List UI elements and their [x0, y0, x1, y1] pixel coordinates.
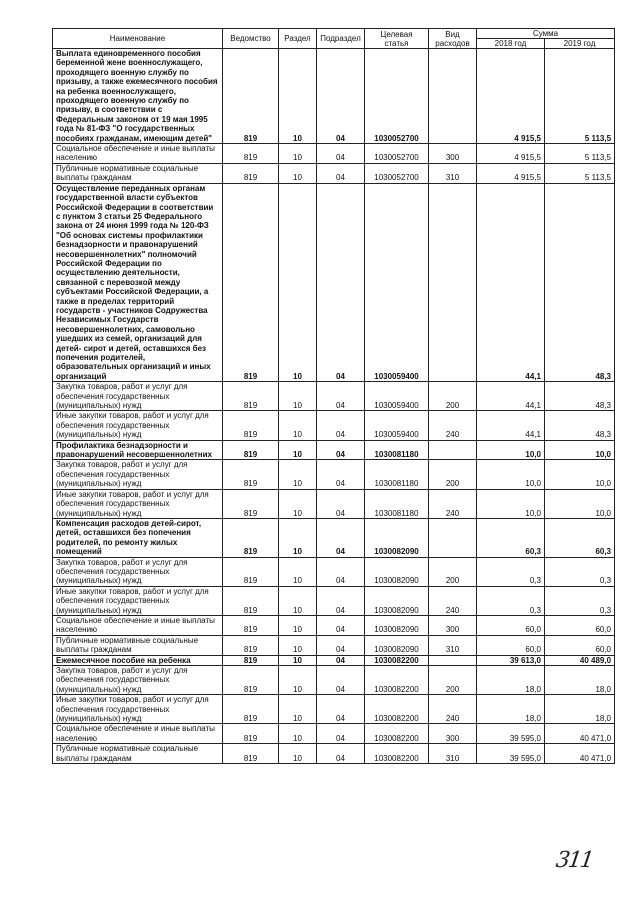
row-sum-2018: 60,3: [477, 518, 545, 557]
row-tselevaya-statya: 1030082090: [365, 615, 429, 635]
row-podrazdel: 04: [317, 440, 365, 460]
table-body: [53, 49, 615, 764]
row-vid-rashodov: 300: [429, 144, 477, 164]
table-row: [53, 666, 615, 695]
table-row: [53, 144, 615, 164]
row-tselevaya-statya: 1030052700: [365, 144, 429, 164]
row-razdel: 10: [279, 655, 317, 665]
row-sum-2019: 10,0: [545, 440, 615, 460]
table-row-section: [53, 49, 615, 144]
row-vid-rashodov: 300: [429, 615, 477, 635]
row-name: Закупка товаров, работ и услуг для обеспечения государственных (муниципальных) нужд: [53, 557, 223, 586]
row-razdel: 10: [279, 144, 317, 164]
row-podrazdel: 04: [317, 666, 365, 695]
table-row: [53, 586, 615, 615]
row-sum-2019: 40 471,0: [545, 744, 615, 764]
row-razdel: 10: [279, 518, 317, 557]
row-sum-2018: 60,0: [477, 615, 545, 635]
row-tselevaya-statya: 1030082090: [365, 557, 429, 586]
header-vedomstvo: Ведомство: [223, 29, 279, 49]
row-vid-rashodov: [429, 440, 477, 460]
row-sum-2019: 60,0: [545, 635, 615, 655]
row-sum-2018: 4 915,5: [477, 163, 545, 183]
budget-table: [52, 28, 615, 764]
row-podrazdel: 04: [317, 635, 365, 655]
row-vedomstvo: 819: [223, 460, 279, 489]
row-name: Социальное обеспечение и иные выплаты населению: [53, 615, 223, 635]
row-name: Закупка товаров, работ и услуг для обеспечения государственных (муниципальных) нужд: [53, 382, 223, 411]
row-podrazdel: 04: [317, 724, 365, 744]
row-vid-rashodov: 200: [429, 666, 477, 695]
table-row-section: [53, 440, 615, 460]
row-vid-rashodov: 300: [429, 724, 477, 744]
row-vedomstvo: 819: [223, 744, 279, 764]
table-row: [53, 635, 615, 655]
header-name: Наименование: [53, 29, 223, 49]
row-tselevaya-statya: 1030059400: [365, 382, 429, 411]
table-row: [53, 460, 615, 489]
row-name: Иные закупки товаров, работ и услуг для обеспечения государственных (муниципальных) нужд: [53, 489, 223, 518]
row-sum-2019: 48,3: [545, 411, 615, 440]
row-vid-rashodov: 240: [429, 695, 477, 724]
row-tselevaya-statya: 1030082200: [365, 744, 429, 764]
row-razdel: 10: [279, 489, 317, 518]
header-year-2018: 2018 год: [477, 39, 545, 49]
row-podrazdel: 04: [317, 695, 365, 724]
row-sum-2019: 0,3: [545, 586, 615, 615]
row-name: Осуществление переданных органам государственной власти субъектов Российской Федерации в соответствии с пунктом 3 статьи 25 Федерального закона от 24 июня 1999 года № 120-ФЗ "Об основах системы профилактики безнадзорности и правонарушений несовершеннолетних" полномочий Российской Федерации по осуществлению деятельности, связанной с перевозкой между субъектами Российской Федерации, а также в пределах территорий государств - участников Содружества Независимых Государств несовершеннолетних, самовольно ушедших из семей, организаций для детей- сирот и детей, оставшихся без попечения родителей, образовательных организаций и иных организаций: [53, 183, 223, 382]
row-sum-2019: 40 471,0: [545, 724, 615, 744]
row-vid-rashodov: 200: [429, 382, 477, 411]
row-razdel: 10: [279, 411, 317, 440]
header-podrazdel: Подраздел: [317, 29, 365, 49]
table-row: [53, 615, 615, 635]
row-razdel: 10: [279, 666, 317, 695]
row-sum-2019: 48,3: [545, 382, 615, 411]
row-sum-2018: 0,3: [477, 586, 545, 615]
row-sum-2018: 4 915,5: [477, 49, 545, 144]
row-name: Иные закупки товаров, работ и услуг для обеспечения государственных (муниципальных) нужд: [53, 695, 223, 724]
row-vedomstvo: 819: [223, 695, 279, 724]
row-sum-2018: 10,0: [477, 489, 545, 518]
row-name: Публичные нормативные социальные выплаты гражданам: [53, 635, 223, 655]
table-row: [53, 489, 615, 518]
row-podrazdel: 04: [317, 615, 365, 635]
row-tselevaya-statya: 1030082090: [365, 635, 429, 655]
row-name: Публичные нормативные социальные выплаты гражданам: [53, 744, 223, 764]
row-vedomstvo: 819: [223, 440, 279, 460]
row-razdel: 10: [279, 586, 317, 615]
row-vid-rashodov: [429, 518, 477, 557]
row-tselevaya-statya: 1030082090: [365, 518, 429, 557]
row-sum-2018: 44,1: [477, 183, 545, 382]
header-summa: Сумма: [477, 29, 615, 39]
header-tselevaya: Целевая статья: [365, 29, 429, 49]
row-vid-rashodov: 200: [429, 557, 477, 586]
row-sum-2019: 5 113,5: [545, 144, 615, 164]
row-vedomstvo: 819: [223, 49, 279, 144]
row-sum-2018: 18,0: [477, 666, 545, 695]
row-podrazdel: 04: [317, 163, 365, 183]
row-vid-rashodov: 310: [429, 744, 477, 764]
row-podrazdel: 04: [317, 144, 365, 164]
table-row: [53, 382, 615, 411]
table-row: [53, 163, 615, 183]
row-vedomstvo: 819: [223, 163, 279, 183]
row-sum-2019: 18,0: [545, 666, 615, 695]
table-row-section: [53, 183, 615, 382]
row-vedomstvo: 819: [223, 586, 279, 615]
row-tselevaya-statya: 1030082200: [365, 666, 429, 695]
row-vedomstvo: 819: [223, 382, 279, 411]
header-year-2019: 2019 год: [545, 39, 615, 49]
row-tselevaya-statya: 1030052700: [365, 49, 429, 144]
row-sum-2018: 60,0: [477, 635, 545, 655]
row-podrazdel: 04: [317, 382, 365, 411]
row-vedomstvo: 819: [223, 518, 279, 557]
row-vid-rashodov: 240: [429, 489, 477, 518]
row-podrazdel: 04: [317, 489, 365, 518]
row-razdel: 10: [279, 382, 317, 411]
table-row: [53, 744, 615, 764]
table-header: [53, 29, 615, 49]
row-vedomstvo: 819: [223, 724, 279, 744]
row-name: Иные закупки товаров, работ и услуг для обеспечения государственных (муниципальных) нужд: [53, 411, 223, 440]
row-vedomstvo: 819: [223, 183, 279, 382]
row-vedomstvo: 819: [223, 144, 279, 164]
row-tselevaya-statya: 1030081180: [365, 489, 429, 518]
row-tselevaya-statya: 1030082200: [365, 655, 429, 665]
row-sum-2018: 4 915,5: [477, 144, 545, 164]
row-vid-rashodov: [429, 183, 477, 382]
header-vid: Вид расходов: [429, 29, 477, 49]
row-sum-2019: 10,0: [545, 489, 615, 518]
row-sum-2019: 60,3: [545, 518, 615, 557]
row-sum-2019: 40 489,0: [545, 655, 615, 665]
row-name: Иные закупки товаров, работ и услуг для обеспечения государственных (муниципальных) нужд: [53, 586, 223, 615]
row-sum-2018: 44,1: [477, 411, 545, 440]
row-vedomstvo: 819: [223, 615, 279, 635]
row-vid-rashodov: 240: [429, 411, 477, 440]
row-podrazdel: 04: [317, 460, 365, 489]
row-vedomstvo: 819: [223, 666, 279, 695]
row-tselevaya-statya: 1030082200: [365, 724, 429, 744]
row-sum-2019: 10,0: [545, 460, 615, 489]
row-sum-2019: 18,0: [545, 695, 615, 724]
row-tselevaya-statya: 1030082090: [365, 586, 429, 615]
row-razdel: 10: [279, 695, 317, 724]
row-vedomstvo: 819: [223, 489, 279, 518]
row-vid-rashodov: 200: [429, 460, 477, 489]
row-name: Закупка товаров, работ и услуг для обеспечения государственных (муниципальных) нужд: [53, 666, 223, 695]
row-tselevaya-statya: 1030059400: [365, 183, 429, 382]
row-razdel: 10: [279, 615, 317, 635]
row-sum-2019: 5 113,5: [545, 49, 615, 144]
row-podrazdel: 04: [317, 411, 365, 440]
row-sum-2018: 39 595,0: [477, 724, 545, 744]
row-sum-2019: 5 113,5: [545, 163, 615, 183]
table-row: [53, 724, 615, 744]
row-podrazdel: 04: [317, 586, 365, 615]
row-vid-rashodov: [429, 49, 477, 144]
row-sum-2018: 18,0: [477, 695, 545, 724]
row-sum-2018: 0,3: [477, 557, 545, 586]
row-vedomstvo: 819: [223, 557, 279, 586]
row-razdel: 10: [279, 460, 317, 489]
row-sum-2018: 39 613,0: [477, 655, 545, 665]
row-podrazdel: 04: [317, 655, 365, 665]
row-name: Компенсация расходов детей-сирот, детей, оставшихся без попечения родителей, по ремонту жилых помещений: [53, 518, 223, 557]
header-razdel: Раздел: [279, 29, 317, 49]
row-tselevaya-statya: 1030082200: [365, 695, 429, 724]
row-podrazdel: 04: [317, 744, 365, 764]
row-name: Закупка товаров, работ и услуг для обеспечения государственных (муниципальных) нужд: [53, 460, 223, 489]
row-name: Выплата единовременного пособия беременной жене военнослужащего, проходящего военную службу по призыву, а также ежемесячного пособия на ребенка военнослужащего, проходящего военную службу по призыву, в соответствии с Федеральным законом от 19 мая 1995 года № 81-ФЗ "О государственных пособиях гражданам, имеющим детей": [53, 49, 223, 144]
row-sum-2018: 44,1: [477, 382, 545, 411]
row-vid-rashodov: [429, 655, 477, 665]
row-name: Ежемесячное пособие на ребенка: [53, 655, 223, 665]
row-vid-rashodov: 240: [429, 586, 477, 615]
row-podrazdel: 04: [317, 557, 365, 586]
row-razdel: 10: [279, 635, 317, 655]
row-sum-2019: 48,3: [545, 183, 615, 382]
row-vedomstvo: 819: [223, 635, 279, 655]
row-vid-rashodov: 310: [429, 635, 477, 655]
table-row: [53, 411, 615, 440]
row-name: Публичные нормативные социальные выплаты гражданам: [53, 163, 223, 183]
row-razdel: 10: [279, 744, 317, 764]
row-vid-rashodov: 310: [429, 163, 477, 183]
table-row-section: [53, 655, 615, 665]
row-razdel: 10: [279, 724, 317, 744]
table-row-section: [53, 518, 615, 557]
row-tselevaya-statya: 1030081180: [365, 440, 429, 460]
row-sum-2018: 39 595,0: [477, 744, 545, 764]
row-vedomstvo: 819: [223, 411, 279, 440]
row-tselevaya-statya: 1030081180: [365, 460, 429, 489]
row-name: Социальное обеспечение и иные выплаты населению: [53, 144, 223, 164]
row-name: Профилактика безнадзорности и правонарушений несовершеннолетних: [53, 440, 223, 460]
row-sum-2018: 10,0: [477, 460, 545, 489]
row-podrazdel: 04: [317, 49, 365, 144]
row-razdel: 10: [279, 49, 317, 144]
row-razdel: 10: [279, 183, 317, 382]
row-tselevaya-statya: 1030052700: [365, 163, 429, 183]
row-razdel: 10: [279, 440, 317, 460]
row-sum-2018: 10,0: [477, 440, 545, 460]
row-sum-2019: 0,3: [545, 557, 615, 586]
table-row: [53, 557, 615, 586]
page-number-handwritten: 311: [554, 848, 594, 873]
row-vedomstvo: 819: [223, 655, 279, 665]
row-podrazdel: 04: [317, 518, 365, 557]
row-razdel: 10: [279, 163, 317, 183]
row-name: Социальное обеспечение и иные выплаты населению: [53, 724, 223, 744]
table-row: [53, 695, 615, 724]
row-tselevaya-statya: 1030059400: [365, 411, 429, 440]
row-podrazdel: 04: [317, 183, 365, 382]
row-razdel: 10: [279, 557, 317, 586]
row-sum-2019: 60,0: [545, 615, 615, 635]
